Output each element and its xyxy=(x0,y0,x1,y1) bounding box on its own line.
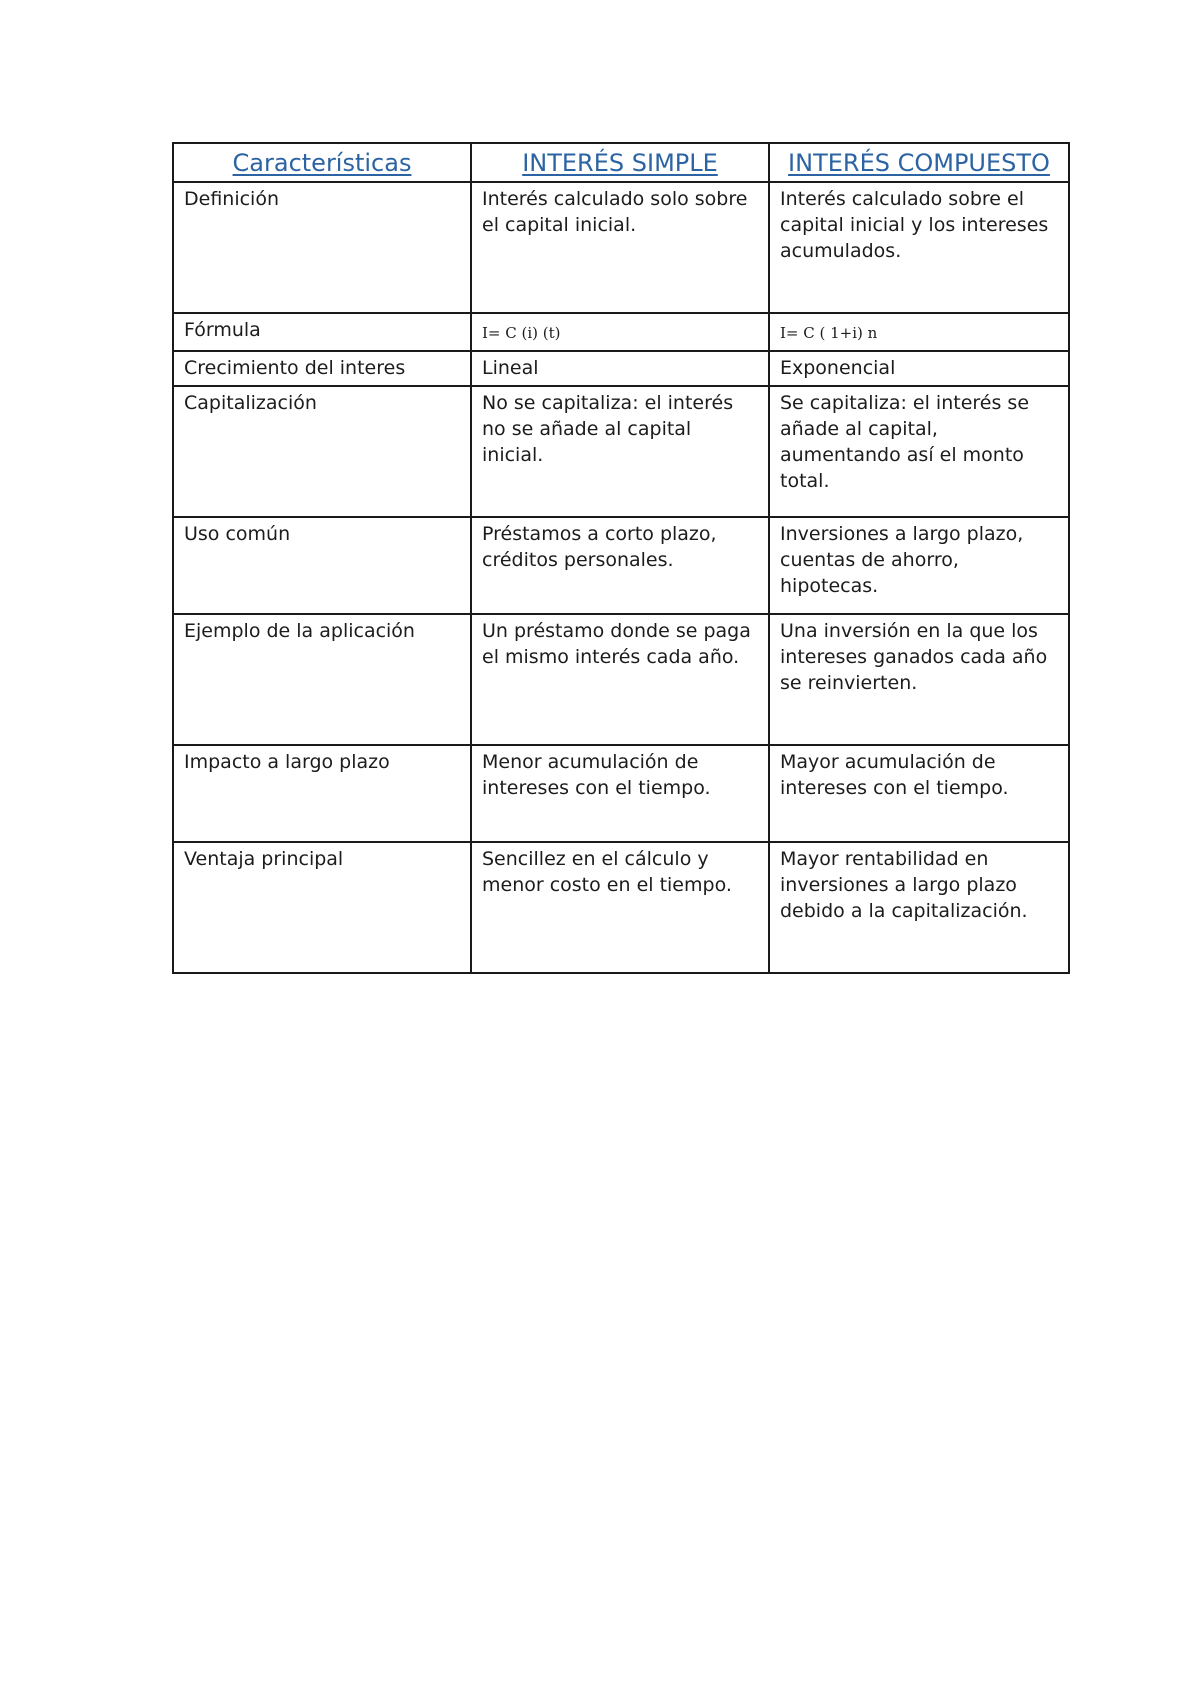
simple-cell: Lineal xyxy=(471,351,769,386)
comparison-table xyxy=(172,142,1070,974)
simple-cell: Sencillez en el cálculo y menor costo en el tiempo. xyxy=(471,842,769,973)
table-row xyxy=(173,182,1069,313)
table-row xyxy=(173,313,1069,351)
compuesto-cell: Exponencial xyxy=(769,351,1069,386)
row-label: Impacto a largo plazo xyxy=(173,745,471,842)
simple-cell: Interés calculado solo sobre el capital inicial. xyxy=(471,182,769,313)
table-row xyxy=(173,842,1069,973)
compuesto-cell: Interés calculado sobre el capital inicial y los intereses acumulados. xyxy=(769,182,1069,313)
table-header-row xyxy=(173,143,1069,182)
table-row xyxy=(173,351,1069,386)
compuesto-cell: Una inversión en la que los intereses ganados cada año se reinvierten. xyxy=(769,614,1069,745)
table-row xyxy=(173,614,1069,745)
simple-cell: Un préstamo donde se paga el mismo interés cada año. xyxy=(471,614,769,745)
table-row xyxy=(173,386,1069,517)
compuesto-cell: Inversiones a largo plazo, cuentas de ahorro, hipotecas. xyxy=(769,517,1069,614)
row-label: Definición xyxy=(173,182,471,313)
compuesto-cell: Mayor rentabilidad en inversiones a largo plazo debido a la capitalización. xyxy=(769,842,1069,973)
row-label: Ventaja principal xyxy=(173,842,471,973)
compuesto-cell xyxy=(769,313,1069,351)
row-label: Fórmula xyxy=(173,313,471,351)
simple-cell: Préstamos a corto plazo, créditos personales. xyxy=(471,517,769,614)
table-row xyxy=(173,745,1069,842)
simple-cell: Menor acumulación de intereses con el tiempo. xyxy=(471,745,769,842)
simple-cell: No se capitaliza: el interés no se añade al capital inicial. xyxy=(471,386,769,517)
row-label: Uso común xyxy=(173,517,471,614)
row-label: Crecimiento del interes xyxy=(173,351,471,386)
table-row xyxy=(173,517,1069,614)
formula-simple: I= C (i) (t) xyxy=(482,324,561,342)
row-label: Capitalización xyxy=(173,386,471,517)
header-caracteristicas: Características xyxy=(173,143,471,182)
header-interes-simple: INTERÉS SIMPLE xyxy=(471,143,769,182)
formula-compuesto: I= C ( 1+i) n xyxy=(780,324,878,342)
header-interes-compuesto: INTERÉS COMPUESTO xyxy=(769,143,1069,182)
simple-cell xyxy=(471,313,769,351)
compuesto-cell: Se capitaliza: el interés se añade al capital, aumentando así el monto total. xyxy=(769,386,1069,517)
row-label: Ejemplo de la aplicación xyxy=(173,614,471,745)
compuesto-cell: Mayor acumulación de intereses con el tiempo. xyxy=(769,745,1069,842)
